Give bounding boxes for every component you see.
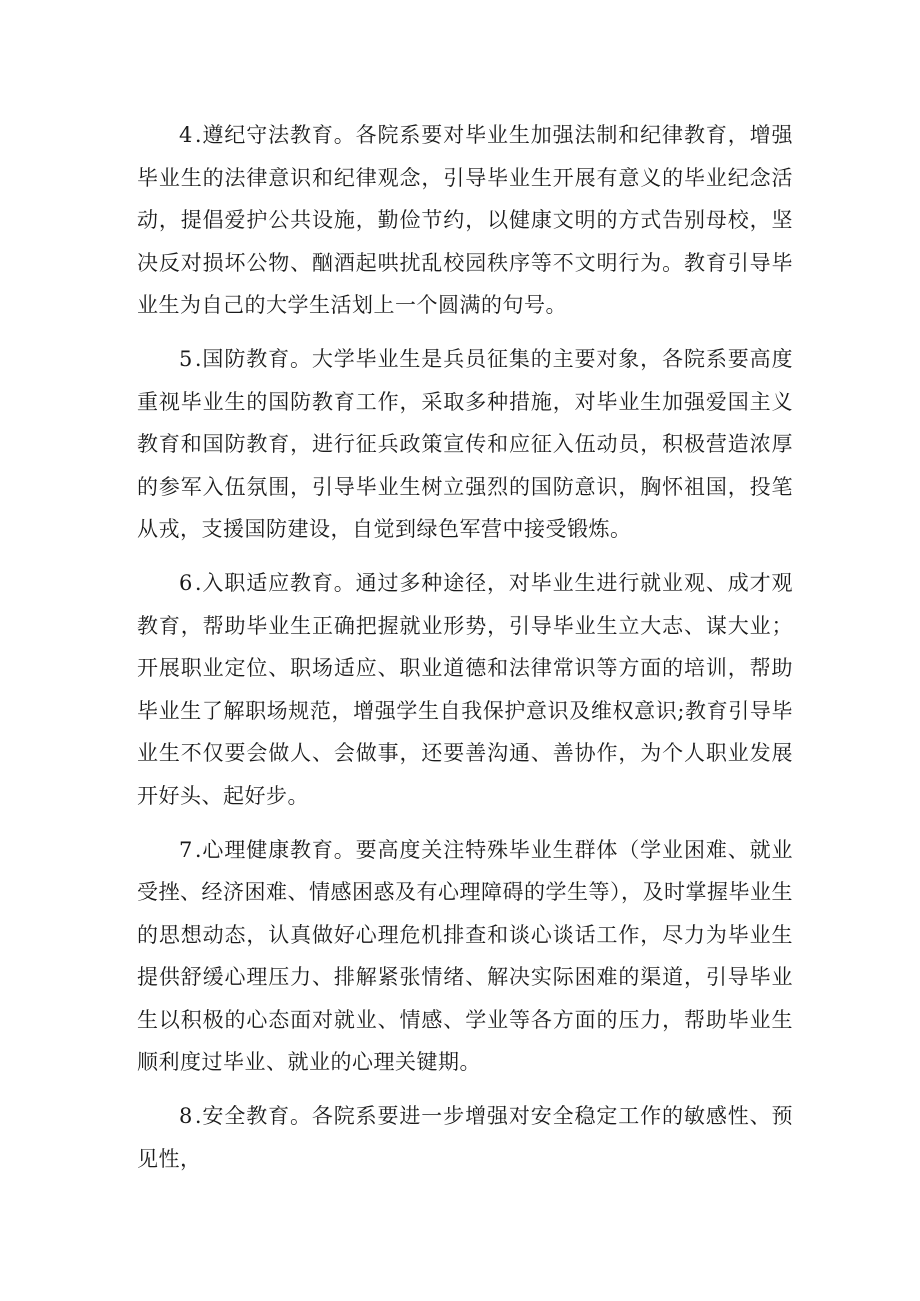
paragraph-text: .遵纪守法教育。各院系要对毕业生加强法制和纪律教育，增强毕业生的法律意识和纪律观念，引导毕业生开展有意义的毕业纪念活动，提倡爱护公共设施，勤俭节约，以健康文明的方式告别母校，坚决反对损坏公物、酗酒起哄扰乱校园秩序等不文明行为。教育引导毕业生为自己的大学生活划上一个圆满的句号。 [137,123,793,318]
paragraph-number: 8 [179,1104,193,1129]
paragraph-text: .心理健康教育。要高度关注特殊毕业生群体（学业困难、就业受挫、经济困难、情感困惑及有心理障碍的学生等），及时掌握毕业生的思想动态，认真做好心理危机排查和谈心谈话工作，尽力为毕业生提供舒缓心理压力、排解紧张情绪、解决实际困难的渠道，引导毕业生以积极的心态面对就业、情感、学业等各方面的压力，帮助毕业生顺利度过毕业、就业的心理关键期。 [137,837,793,1075]
paragraph-text: .国防教育。大学毕业生是兵员征集的主要对象，各院系要高度重视毕业生的国防教育工作，采取多种措施，对毕业生加强爱国主义教育和国防教育，进行征兵政策宣传和应征入伍动员，积极营造浓厚的参军入伍氛围，引导毕业生树立强烈的国防意识，胸怀祖国，投笔从戎，支援国防建设，自觉到绿色军营中接受锻炼。 [137,346,793,542]
paragraph-4 [137,114,793,327]
paragraph-text: .安全教育。各院系要进一步增强对安全稳定工作的敏感性、预见性， [137,1104,793,1171]
paragraph-number: 6 [179,570,193,595]
paragraph-number: 5 [179,346,193,371]
paragraph-number: 4 [179,123,193,147]
paragraph-number: 7 [179,837,193,862]
paragraph-7 [137,829,793,1085]
paragraph-text: .入职适应教育。通过多种途径，对毕业生进行就业观、成才观教育，帮助毕业生正确把握就业形势，引导毕业生立大志、谋大业；开展职业定位、职场适应、职业道德和法律常识等方面的培训，帮助毕业生了解职场规范，增强学生自我保护意识及维权意识;教育引导毕业生不仅要会做人、会做事，还要善沟通、善协作，为个人职业发展开好头、起好步。 [137,570,793,808]
document-body [137,114,793,1191]
paragraph-8 [137,1095,793,1180]
paragraph-5 [137,338,793,551]
paragraph-6 [137,562,793,818]
